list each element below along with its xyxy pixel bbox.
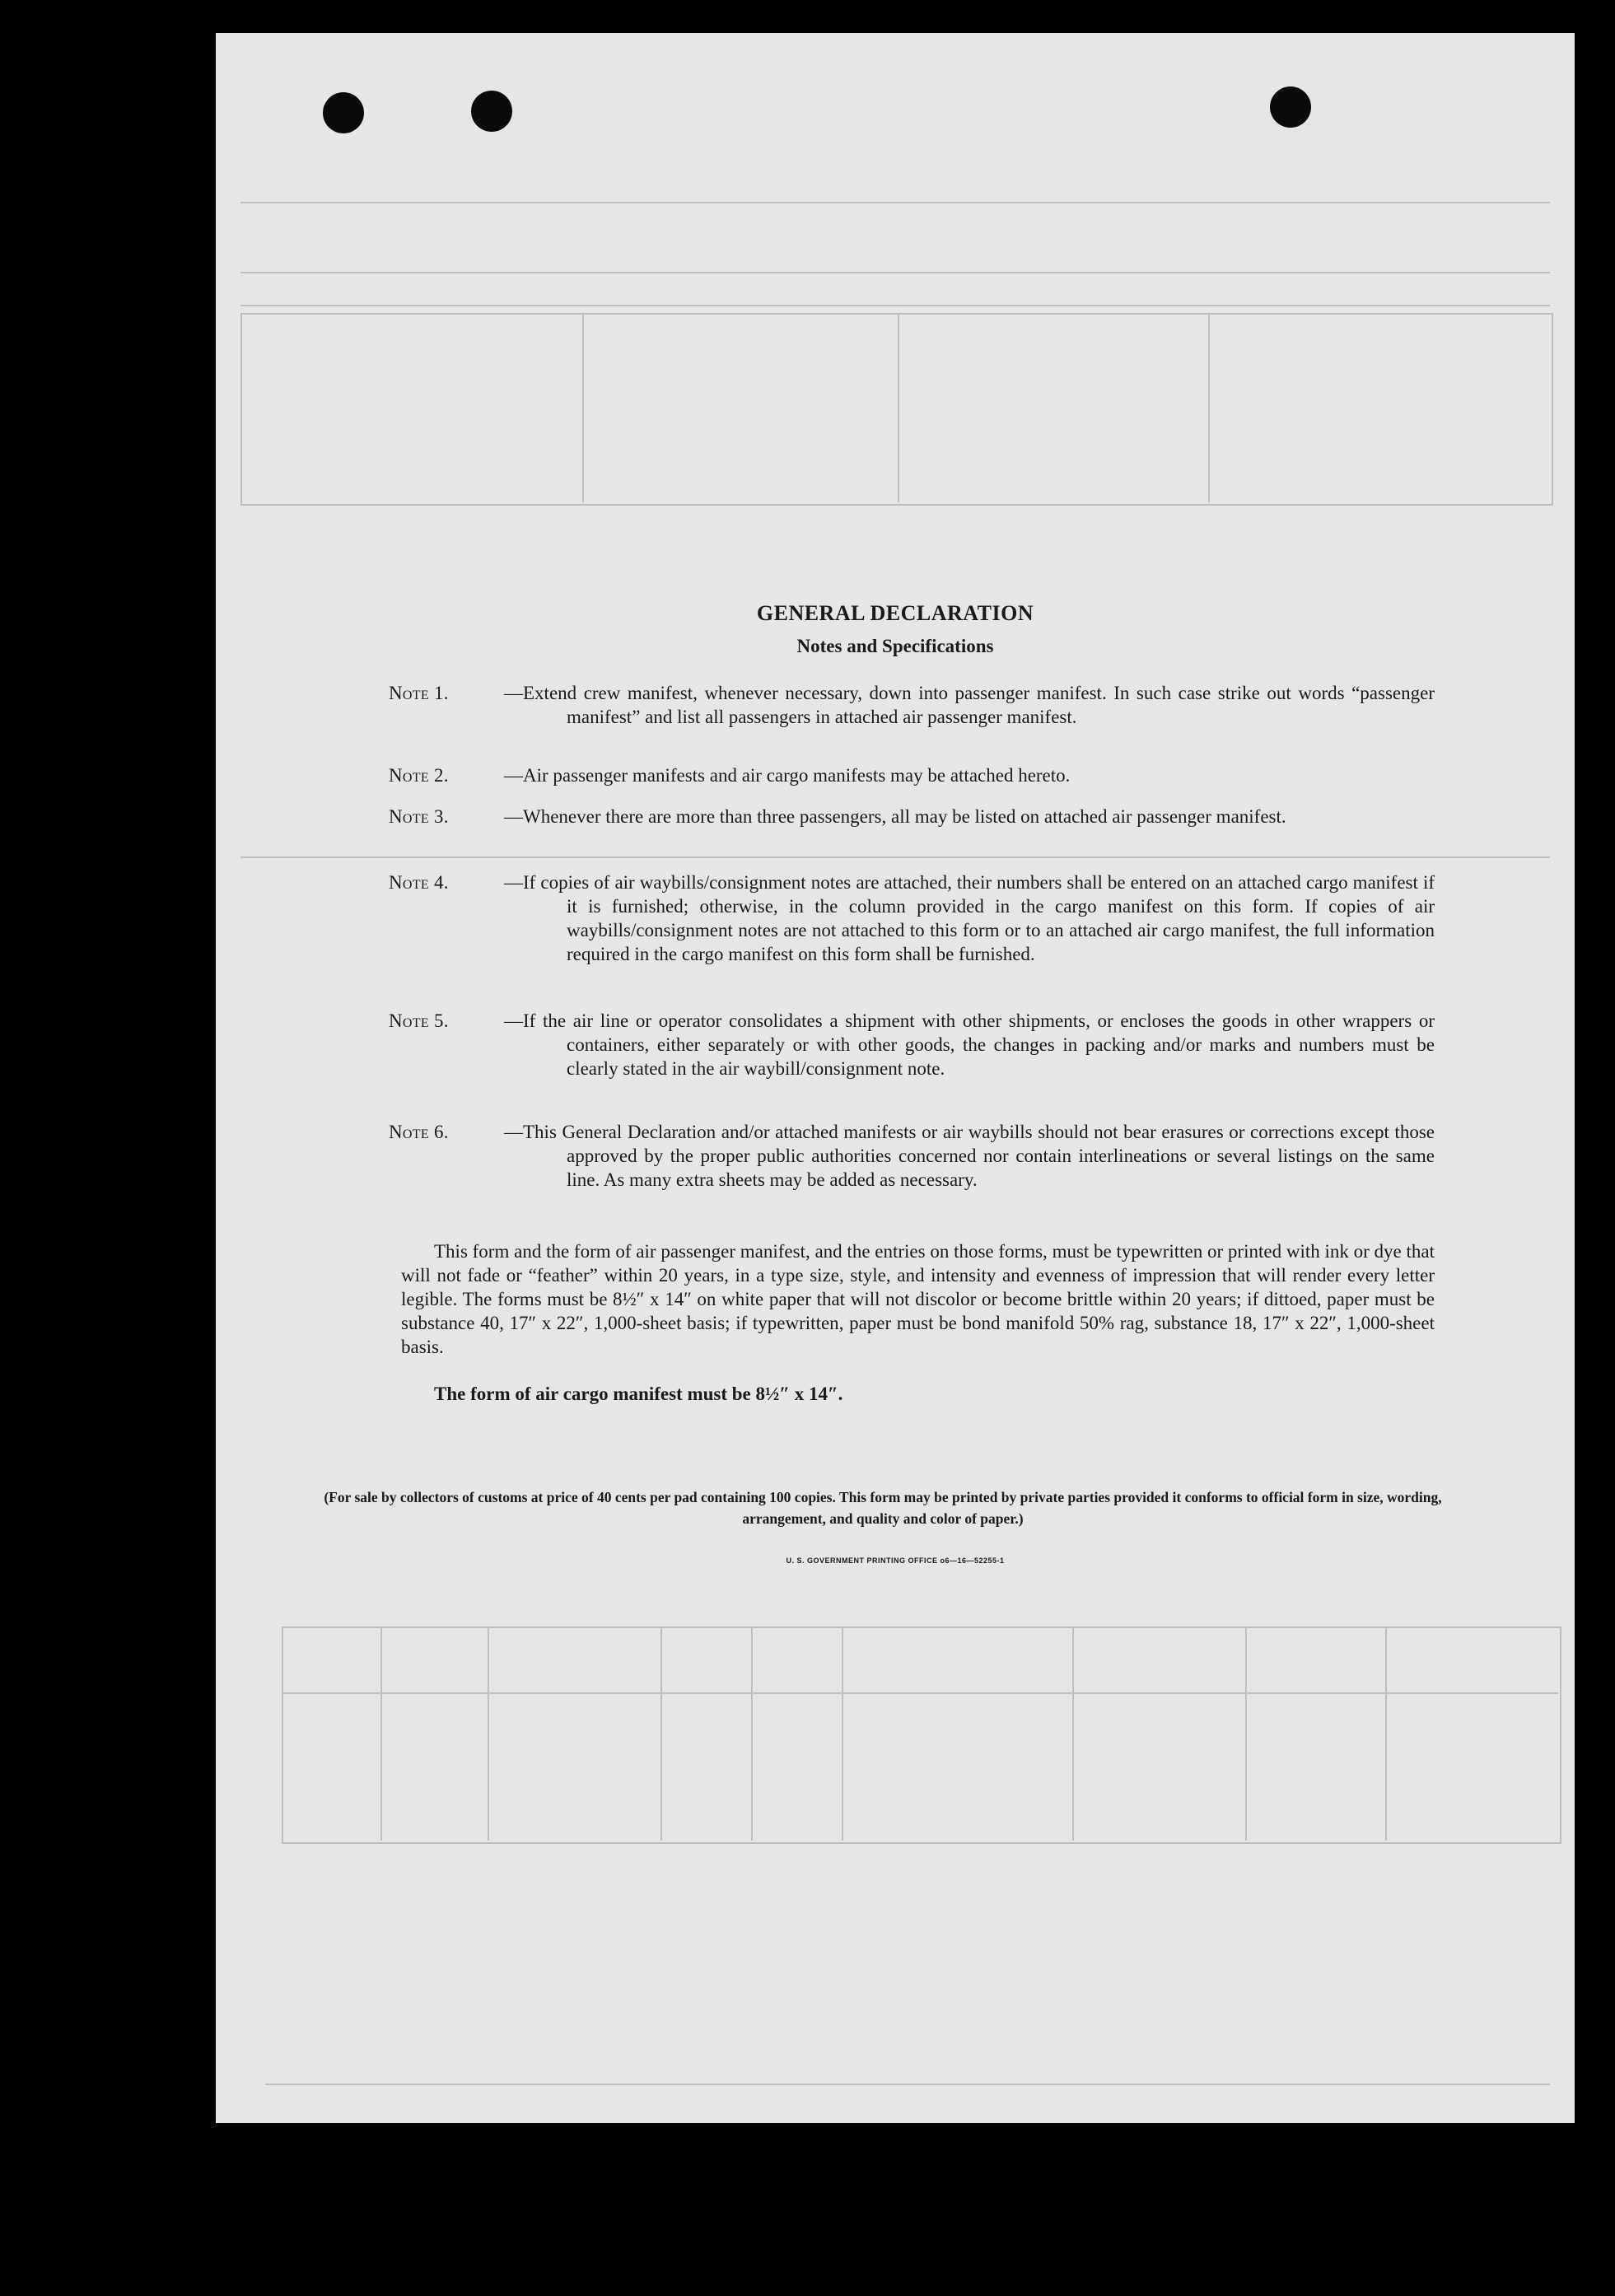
page-title: GENERAL DECLARATION xyxy=(756,601,1034,625)
punch-hole-left xyxy=(323,92,364,133)
note-dash: — xyxy=(504,683,523,703)
note-label: Note 2. xyxy=(389,765,449,786)
note-label: Note 5. xyxy=(389,1010,449,1031)
note-4 xyxy=(389,870,1435,966)
punch-hole-right xyxy=(1270,86,1311,128)
note-text: Whenever there are more than three passengers, all may be listed on attached air passenger manifest. xyxy=(523,806,1286,827)
note-1 xyxy=(389,681,1435,729)
note-6 xyxy=(389,1120,1435,1192)
note-dash: — xyxy=(504,806,523,827)
document-page xyxy=(216,33,1575,2123)
page-subtitle: Notes and Specifications xyxy=(796,636,994,656)
note-label: Note 3. xyxy=(389,806,449,827)
printing-office-line: U. S. GOVERNMENT PRINTING OFFICE o6—16—52255-1 xyxy=(786,1556,1005,1565)
note-2 xyxy=(389,763,1435,787)
note-label: Note 4. xyxy=(389,872,449,893)
sale-note: (For sale by collectors of customs at price of 40 cents per pad containing 100 copies. This form may be printed by private parties provided it conforms to official form in size, wording, arrangement, and quality and color of paper.) xyxy=(324,1489,1442,1527)
note-label: Note 1. xyxy=(389,683,449,703)
note-3 xyxy=(389,805,1435,828)
note-dash: — xyxy=(504,765,523,786)
note-text: This General Declaration and/or attached manifests or air waybills should not bear erasures or corrections except those approved by the proper public authorities concerned nor contain interlineations or several listings on the same line. As many extra sheets may be added as necessary. xyxy=(523,1122,1435,1190)
format-requirements-paragraph: This form and the form of air passenger manifest, and the entries on those forms, must be typewritten or printed with ink or dye that will not fade or “feather” within 20 years, in a type size, style, and intensity and evenness of impression that will render every letter legible. The forms must be 8½″ x 14″ on white paper that will not discolor or become brittle within 20 years; if dittoed, paper must be substance 40, 17″ x 22″, 1,000-sheet basis; if typewritten, paper must be bond manifold 50% rag, substance 18, 17″ x 22″, 1,000-sheet basis. xyxy=(401,1241,1435,1357)
note-text: If copies of air waybills/consignment notes are attached, their numbers shall be entered on an attached cargo manifest if it is furnished; otherwise, in the column provided in the cargo manifest on this form. If copies of air waybills/consignment notes are not attached to this form or to an attached air cargo manifest, the full information required in the cargo manifest on this form shall be furnished. xyxy=(523,872,1435,964)
note-5 xyxy=(389,1009,1435,1080)
note-text: Extend crew manifest, whenever necessary, down into passenger manifest. In such case strike out words “passenger manifest” and list all passengers in attached air passenger manifest. xyxy=(523,683,1435,727)
note-dash: — xyxy=(504,1122,523,1142)
note-dash: — xyxy=(504,872,523,893)
note-dash: — xyxy=(504,1010,523,1031)
cargo-manifest-size-line: The form of air cargo manifest must be 8½″ x 14″. xyxy=(434,1384,843,1404)
note-label: Note 6. xyxy=(389,1122,449,1142)
note-text: If the air line or operator consolidates a shipment with other shipments, or encloses the goods in other wrappers or containers, either separately or with other goods, the changes in packing and/or marks and numbers must be clearly stated in the air waybill/consignment note. xyxy=(523,1010,1435,1079)
note-text: Air passenger manifests and air cargo manifests may be attached hereto. xyxy=(523,765,1071,786)
punch-hole-center-left xyxy=(471,91,512,132)
